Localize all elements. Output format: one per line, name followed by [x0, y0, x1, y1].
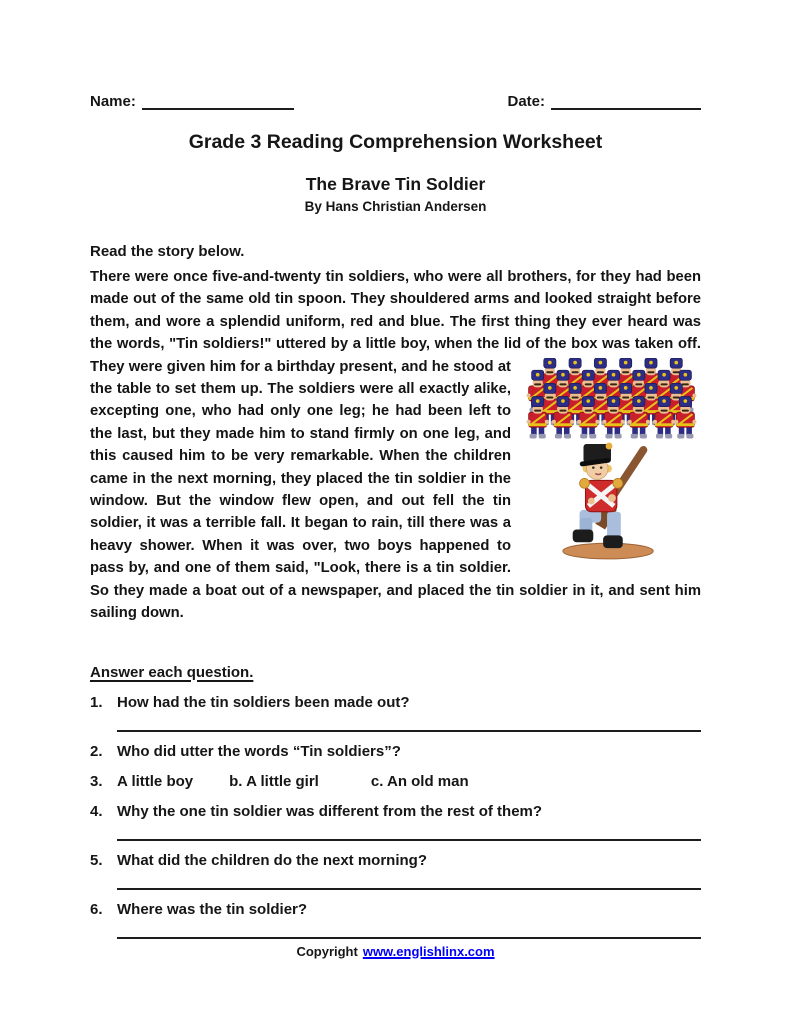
date-blank-line: [551, 95, 701, 110]
question-1-number: 1.: [90, 693, 103, 711]
question-4: [90, 801, 701, 822]
story-text-part1: There were once five-and-twenty tin soldiers, who were all brothers, for they had been made out of the same old tin spoon. They shouldered arms and looked straight before them, and wore a splendid uniform, red and blue. The first thing they ever heard was the words, "Tin soldiers!" uttered by a little boy, when the lid of the box was taken off. They were given him for a birthday: [90, 269, 701, 375]
question-5-number: 5.: [90, 851, 103, 869]
worksheet-title: Grade 3 Reading Comprehension Worksheet: [188, 131, 603, 153]
tin-soldiers-group-illustration: [521, 358, 699, 439]
question-2-number: 2.: [90, 742, 103, 760]
questions-heading: Answer each question.: [90, 663, 254, 681]
name-field: [90, 93, 294, 110]
name-date-row: [90, 93, 701, 110]
question-5: [90, 850, 701, 871]
answer-line-4: [117, 839, 701, 841]
question-5-text: What did the children do the next morning?: [117, 851, 427, 869]
story-title: The Brave Tin Soldier: [305, 174, 486, 194]
choice-c: c. An old man: [370, 772, 469, 790]
answer-line-5: [117, 888, 701, 890]
question-4-text: Why the one tin soldier was different from the rest of them?: [117, 802, 543, 820]
choice-a: A little boy: [117, 772, 194, 790]
question-3-number: 3.: [90, 772, 103, 790]
date-label: Date:: [507, 93, 545, 110]
date-field: [507, 93, 701, 110]
question-1: [90, 692, 701, 713]
story-text-part2: present, and he stood at the table to set them up. The soldiers were all exactly alike, excepting one, who had only one leg; he had been left to the last, but they made him to stand firmly on one leg, and this caused him to be very remarkable. When the children came in the next morning, they placed the tin soldier in the window. But the window flew open, and out fell the tin soldier, it was a terrible fall. It began to rain, till there was a heavy shower. When it was over, two boys happened to pass by, and one of them said, "Look, there is a tin soldier. So they made a boat out of a newspaper, and placed the tin soldier in it, and sent him sailing down.: [90, 358, 701, 622]
answer-line-6: [117, 937, 701, 939]
question-4-number: 4.: [90, 802, 103, 820]
question-6: [90, 899, 701, 920]
story-illustrations: [519, 358, 701, 561]
name-label: Name:: [90, 93, 136, 110]
question-3-choices: [90, 771, 701, 792]
copyright-link[interactable]: www.englishlinx.com: [362, 943, 495, 959]
question-2-text: Who did utter the words “Tin soldiers”?: [117, 742, 401, 760]
question-2: [90, 741, 701, 762]
story-author: By Hans Christian Andersen: [304, 199, 487, 214]
question-1-text: How had the tin soldiers been made out?: [117, 693, 410, 711]
copyright: [90, 944, 701, 959]
question-6-number: 6.: [90, 900, 103, 918]
story-instruction: Read the story below.: [90, 243, 245, 260]
story-paragraph: [90, 266, 701, 625]
name-blank-line: [142, 95, 294, 110]
question-6-text: Where was the tin soldier?: [117, 900, 308, 918]
copyright-label: Copyright: [296, 943, 358, 959]
choice-b: b. A little girl: [229, 772, 319, 790]
tin-soldier-illustration: [556, 441, 664, 561]
answer-line-1: [117, 730, 701, 732]
